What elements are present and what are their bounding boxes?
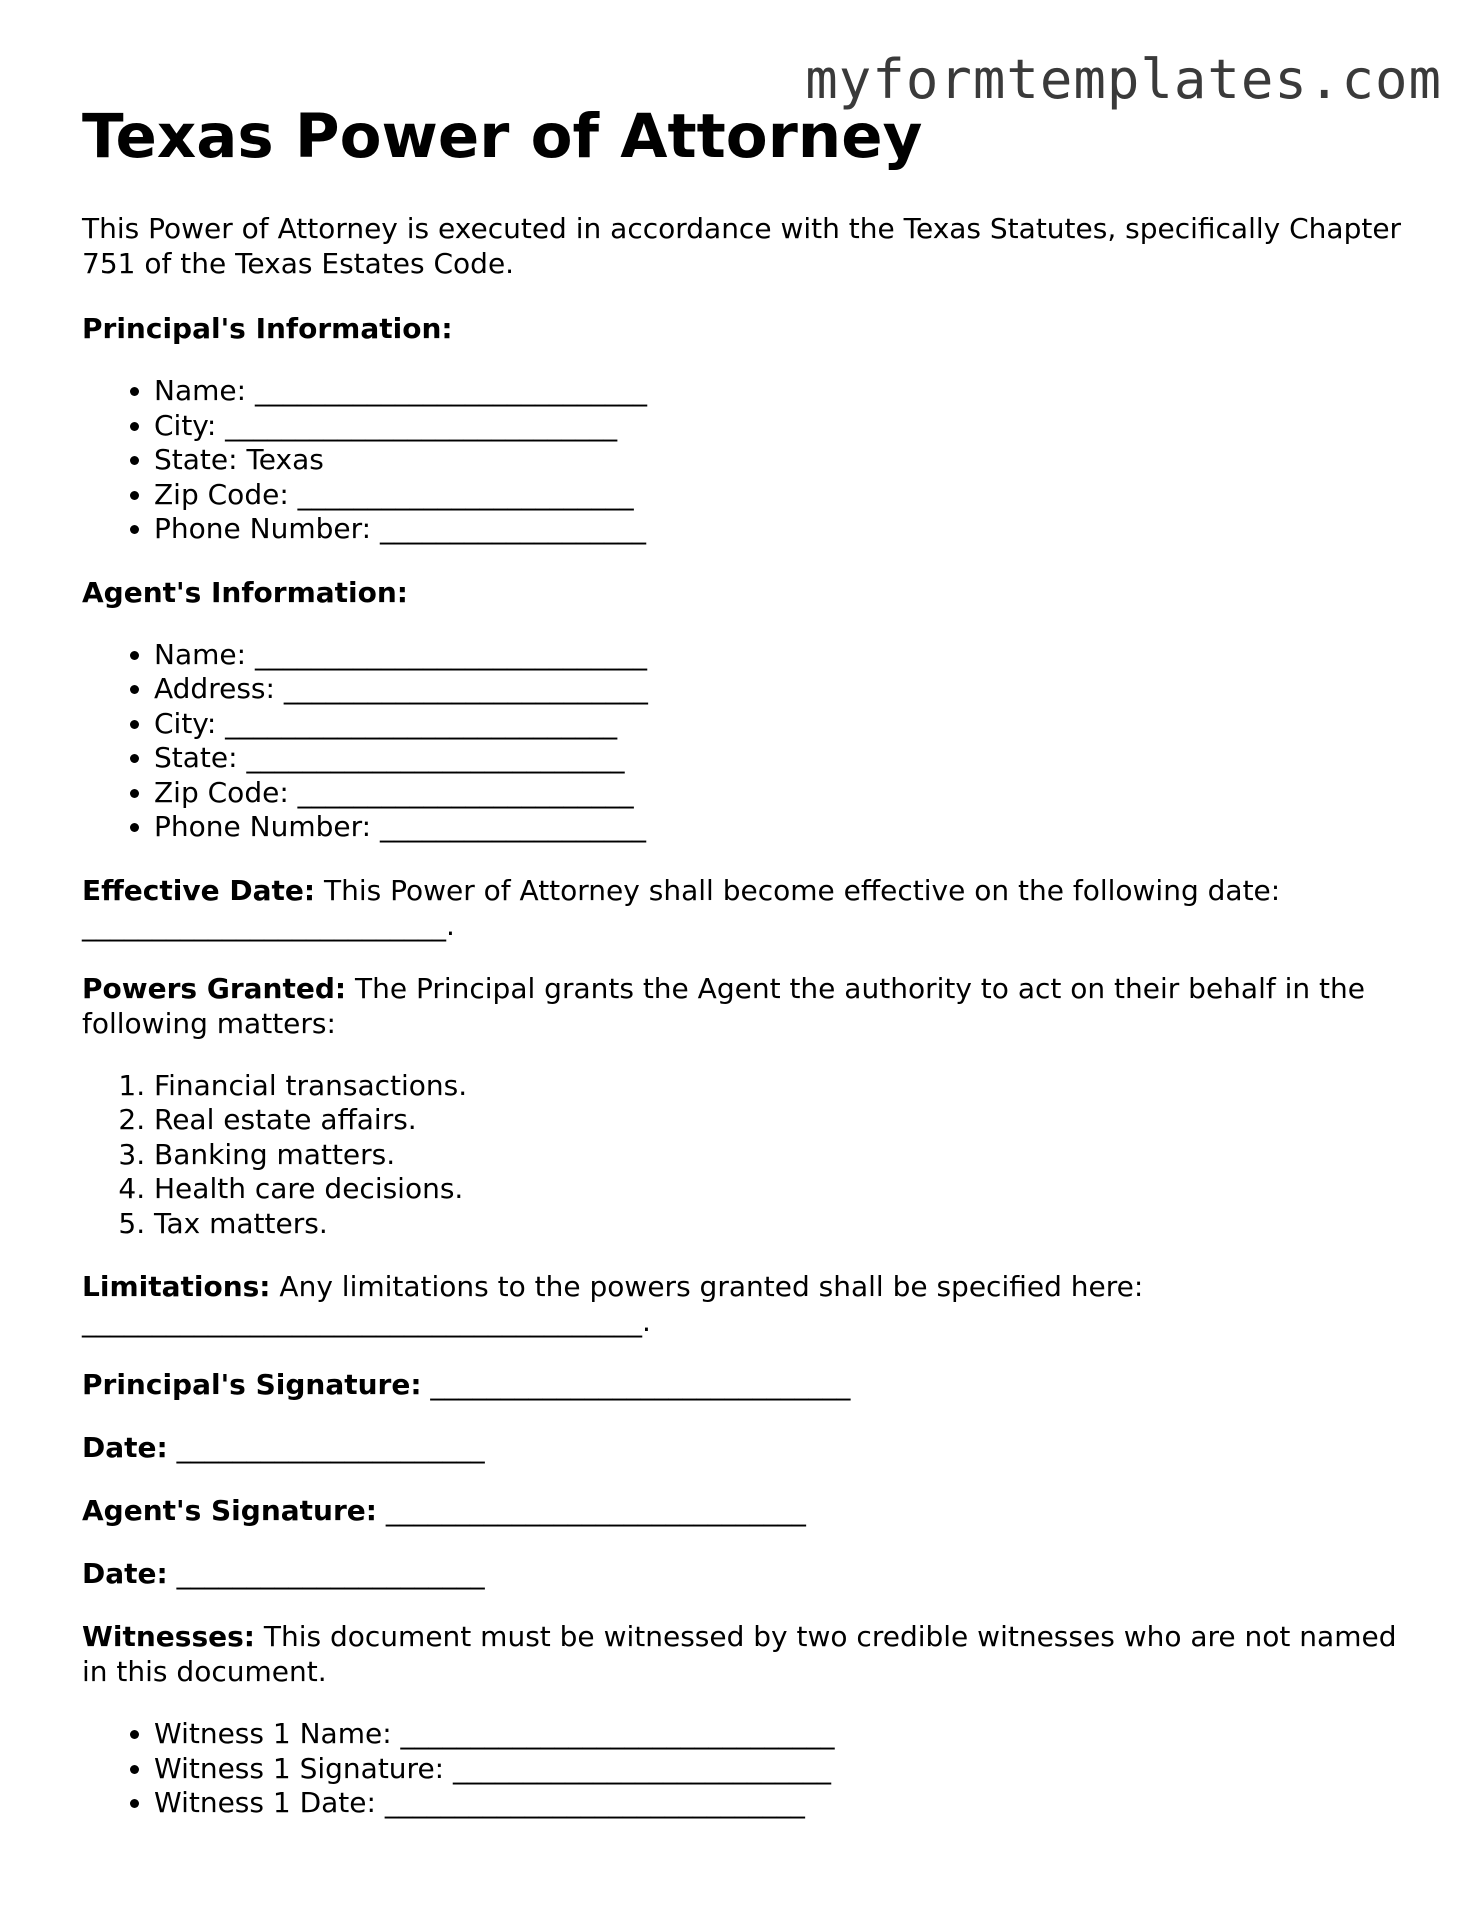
agent-state-field: • State: ___________________________ (154, 741, 1402, 776)
agent-address-field: • Address: __________________________ (154, 672, 1402, 707)
agent-name-field: • Name: ____________________________ (154, 638, 1402, 673)
intro-paragraph: This Power of Attorney is executed in accordance with the Texas Statutes, specifically Chapter 751 of the Texas Estates Code. (82, 212, 1402, 281)
agent-info-list (82, 638, 1402, 845)
limitations-paragraph (82, 1269, 1402, 1339)
witness-list (82, 1717, 1402, 1821)
document-title: Texas Power of Attorney (82, 101, 923, 172)
agent-zip-field: • Zip Code: ________________________ (154, 776, 1402, 811)
effective-date-text: This Power of Attorney shall become effective on the following date: __________________________. (82, 873, 1281, 942)
agent-signature-line (82, 1493, 1402, 1528)
power-item: 5. Tax matters. (154, 1207, 1402, 1242)
watermark: myformtemplates.com (805, 48, 1442, 111)
agent-city-field: • City: ____________________________ (154, 707, 1402, 742)
powers-granted-text: The Principal grants the Agent the authority to act on their behalf in the following matters: (82, 971, 1365, 1040)
limitations-label: Limitations: (82, 1270, 271, 1304)
agent-info-heading: Agent's Information: (82, 575, 409, 609)
witness-1-signature-field: • Witness 1 Signature: ___________________________ (154, 1752, 1402, 1787)
agent-date-label: Date: (82, 1557, 168, 1591)
agent-signature-label: Agent's Signature: (82, 1494, 377, 1528)
principal-date-label: Date: (82, 1431, 168, 1465)
agent-signature-blank: ______________________________ (376, 1494, 806, 1528)
witnesses-label: Witnesses: (82, 1620, 255, 1654)
principal-signature-line (82, 1367, 1402, 1402)
principal-signature-blank: ______________________________ (421, 1368, 851, 1402)
principal-date-blank: ______________________ (167, 1431, 485, 1465)
effective-date-label: Effective Date: (82, 873, 316, 907)
power-item: 2. Real estate affairs. (154, 1103, 1402, 1138)
effective-date-paragraph (82, 873, 1402, 943)
principal-phone-field: • Phone Number: ___________________ (154, 512, 1402, 547)
agent-date-line (82, 1556, 1402, 1591)
power-item: 4. Health care decisions. (154, 1172, 1402, 1207)
power-item: 1. Financial transactions. (154, 1069, 1402, 1104)
document-page (82, 100, 1402, 1849)
power-item: 3. Banking matters. (154, 1138, 1402, 1173)
witnesses-text: This document must be witnessed by two credible witnesses who are not named in this document. (82, 1620, 1397, 1689)
agent-date-blank: ______________________ (167, 1557, 485, 1591)
principal-state-field: • State: Texas (154, 443, 1402, 478)
principal-info-list (82, 374, 1402, 547)
principal-info-heading: Principal's Information: (82, 312, 453, 346)
witnesses-paragraph (82, 1619, 1402, 1689)
witness-1-date-field: • Witness 1 Date: ______________________________ (154, 1786, 1402, 1821)
powers-granted-paragraph (82, 971, 1402, 1041)
powers-list (82, 1069, 1402, 1242)
powers-granted-label: Powers Granted: (82, 971, 347, 1005)
witness-1-name-field: • Witness 1 Name: _______________________________ (154, 1717, 1402, 1752)
principal-zip-field: • Zip Code: ________________________ (154, 478, 1402, 513)
principal-city-field: • City: ____________________________ (154, 409, 1402, 444)
principal-date-line (82, 1430, 1402, 1465)
principal-signature-label: Principal's Signature: (82, 1368, 422, 1402)
principal-name-field: • Name: ____________________________ (154, 374, 1402, 409)
agent-phone-field: • Phone Number: ___________________ (154, 810, 1402, 845)
limitations-text: Any limitations to the powers granted shall be specified here: ________________________________________. (82, 1270, 1144, 1339)
